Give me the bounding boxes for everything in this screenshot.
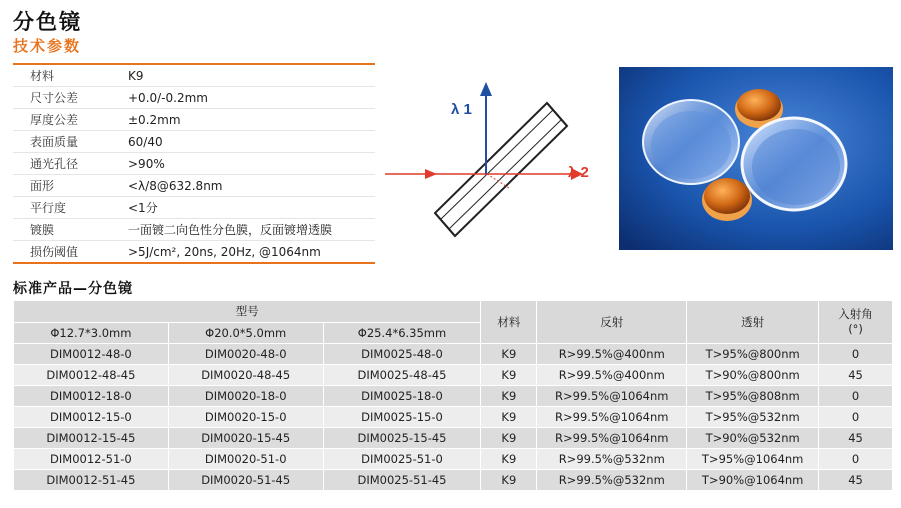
table-row xyxy=(14,365,893,386)
dichroic-mirror-diagram xyxy=(385,78,605,257)
cell-model-3: DIM0025-51-0 xyxy=(323,449,481,470)
header-model: 型号 xyxy=(14,301,481,323)
spec-row xyxy=(13,197,375,219)
spec-value: 一面镀二向色性分色膜，反面镀增透膜 xyxy=(128,223,333,237)
spec-label: 损伤阈值 xyxy=(30,245,79,259)
spec-label: 厚度公差 xyxy=(30,113,79,127)
table-row xyxy=(14,344,893,365)
table-row xyxy=(14,407,893,428)
header-angle xyxy=(819,301,893,344)
cell-model-3: DIM0025-48-45 xyxy=(323,365,481,386)
header-size-2: Φ20.0*5.0mm xyxy=(168,322,323,344)
spec-row xyxy=(13,87,375,109)
product-photo xyxy=(619,67,893,250)
spec-value: >90% xyxy=(128,156,165,171)
section-title-products: 标准产品—分色镜 xyxy=(13,281,133,297)
cell-reflect: R>99.5%@1064nm xyxy=(537,407,687,428)
lambda1-label: λ 1 xyxy=(451,101,472,118)
cell-model-1: DIM0012-15-45 xyxy=(14,428,169,449)
spec-label: 尺寸公差 xyxy=(30,91,79,105)
cell-transmit: T>90%@1064nm xyxy=(687,470,819,491)
amber-disc-bottom xyxy=(702,178,752,221)
spec-value: +0.0/-0.2mm xyxy=(128,90,208,105)
cell-model-3: DIM0025-48-0 xyxy=(323,344,481,365)
spec-value: >5J/cm², 20ns, 20Hz, @1064nm xyxy=(128,244,321,259)
header-angle-line1: 入射角 xyxy=(838,307,873,321)
cell-material: K9 xyxy=(481,344,537,365)
header-reflect: 反射 xyxy=(537,301,687,344)
cell-transmit: T>95%@1064nm xyxy=(687,449,819,470)
cell-angle: 45 xyxy=(819,470,893,491)
spec-label: 通光孔径 xyxy=(30,157,79,171)
cell-transmit: T>90%@800nm xyxy=(687,365,819,386)
spec-label: 面形 xyxy=(30,179,55,193)
cell-transmit: T>95%@532nm xyxy=(687,407,819,428)
spec-value: <1分 xyxy=(128,201,158,215)
cell-angle: 0 xyxy=(819,344,893,365)
page-title: 分色镜 xyxy=(13,10,82,34)
spec-row xyxy=(13,153,375,175)
table-row xyxy=(14,428,893,449)
header-size-3: Φ25.4*6.35mm xyxy=(323,322,481,344)
cell-reflect: R>99.5%@400nm xyxy=(537,365,687,386)
spec-label: 表面质量 xyxy=(30,135,79,149)
cell-material: K9 xyxy=(481,407,537,428)
spec-row xyxy=(13,241,375,264)
spec-label: 镀膜 xyxy=(30,223,55,237)
spec-row xyxy=(13,219,375,241)
mirror-plate xyxy=(435,103,567,236)
product-photo-svg xyxy=(619,67,893,250)
spec-label: 平行度 xyxy=(30,201,67,215)
spec-row xyxy=(13,131,375,153)
table-header-row xyxy=(14,301,893,323)
cell-material: K9 xyxy=(481,449,537,470)
cell-model-1: DIM0012-48-45 xyxy=(14,365,169,386)
cell-material: K9 xyxy=(481,386,537,407)
lambda2-label: λ 2 xyxy=(568,164,589,181)
cell-model-3: DIM0025-18-0 xyxy=(323,386,481,407)
spec-row xyxy=(13,175,375,197)
cell-model-3: DIM0025-15-45 xyxy=(323,428,481,449)
spec-row xyxy=(13,65,375,87)
spec-label: 材料 xyxy=(30,69,55,83)
cell-angle: 45 xyxy=(819,365,893,386)
table-row xyxy=(14,470,893,491)
cell-reflect: R>99.5%@532nm xyxy=(537,470,687,491)
cell-model-2: DIM0020-48-45 xyxy=(168,365,323,386)
cell-model-1: DIM0012-51-0 xyxy=(14,449,169,470)
cell-material: K9 xyxy=(481,365,537,386)
cell-model-2: DIM0020-48-0 xyxy=(168,344,323,365)
cell-reflect: R>99.5%@1064nm xyxy=(537,386,687,407)
cell-model-2: DIM0020-51-0 xyxy=(168,449,323,470)
cell-material: K9 xyxy=(481,428,537,449)
cell-reflect: R>99.5%@532nm xyxy=(537,449,687,470)
cell-reflect: R>99.5%@1064nm xyxy=(537,428,687,449)
cell-model-1: DIM0012-48-0 xyxy=(14,344,169,365)
cell-reflect: R>99.5%@400nm xyxy=(537,344,687,365)
section-subtitle-specs: 技术参数 xyxy=(13,37,82,55)
glass-disc-right xyxy=(742,118,846,210)
cell-model-3: DIM0025-51-45 xyxy=(323,470,481,491)
cell-angle: 0 xyxy=(819,449,893,470)
cell-angle: 45 xyxy=(819,428,893,449)
cell-transmit: T>95%@808nm xyxy=(687,386,819,407)
cell-transmit: T>90%@532nm xyxy=(687,428,819,449)
spec-value: <λ/8@632.8nm xyxy=(128,178,223,193)
reflected-arrow-head xyxy=(480,82,492,96)
spec-row xyxy=(13,109,375,131)
diagram-svg xyxy=(385,78,605,253)
incoming-arrow-head xyxy=(425,169,437,179)
header-angle-line2: (°) xyxy=(848,322,863,336)
glass-disc-left xyxy=(643,100,739,184)
cell-model-1: DIM0012-18-0 xyxy=(14,386,169,407)
spec-value: ±0.2mm xyxy=(128,112,181,127)
cell-transmit: T>95%@800nm xyxy=(687,344,819,365)
cell-model-2: DIM0020-15-45 xyxy=(168,428,323,449)
cell-model-2: DIM0020-51-45 xyxy=(168,470,323,491)
cell-model-3: DIM0025-15-0 xyxy=(323,407,481,428)
spec-value: K9 xyxy=(128,68,144,83)
table-row xyxy=(14,386,893,407)
cell-angle: 0 xyxy=(819,386,893,407)
spec-table xyxy=(13,63,375,264)
table-row xyxy=(14,449,893,470)
header-material: 材料 xyxy=(481,301,537,344)
cell-material: K9 xyxy=(481,470,537,491)
cell-angle: 0 xyxy=(819,407,893,428)
cell-model-2: DIM0020-15-0 xyxy=(168,407,323,428)
cell-model-1: DIM0012-15-0 xyxy=(14,407,169,428)
spec-value: 60/40 xyxy=(128,134,163,149)
cell-model-1: DIM0012-51-45 xyxy=(14,470,169,491)
products-table xyxy=(13,300,893,491)
header-size-1: Φ12.7*3.0mm xyxy=(14,322,169,344)
cell-model-2: DIM0020-18-0 xyxy=(168,386,323,407)
header-transmit: 透射 xyxy=(687,301,819,344)
